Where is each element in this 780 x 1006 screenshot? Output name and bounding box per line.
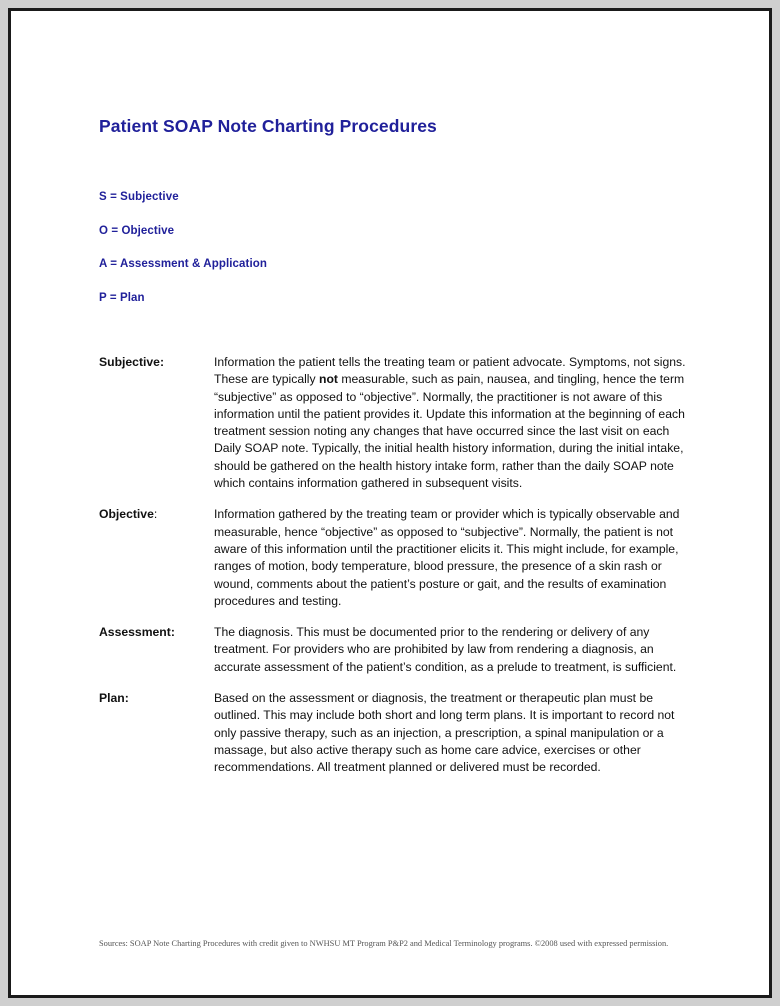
soap-definitions <box>99 354 699 791</box>
section-label-text: Assessment <box>99 625 171 640</box>
document-page <box>11 11 769 995</box>
section-body-objective <box>214 506 696 610</box>
body-part-pre: Information gathered by the treating team or provider which is typically observable and measurable, hence “objective” as opposed to “subjective”. Normally, the patient is not aware of this information until the practitioner elicits it. This might include, for example, ranges of motion, body temperature, blood pressure, the presence of a skin rash or wound, comments about the patient’s posture or gait, and the results of examination procedures and testing. <box>214 507 680 608</box>
body-part-pre: Information the patient tells the treating team or patient advocate. Symptoms, not signs. These are typically <box>214 355 686 387</box>
legend-item-objective: O = Objective <box>99 224 175 237</box>
section-label-assessment <box>99 624 214 641</box>
section-label-plan <box>99 690 214 707</box>
section-body-subjective <box>214 354 696 492</box>
page-title: Patient SOAP Note Charting Procedures <box>99 116 437 136</box>
section-label-text: Subjective <box>99 355 160 369</box>
section-label-colon: : <box>170 625 175 640</box>
section-body-plan <box>214 690 696 776</box>
section-assessment <box>99 624 699 676</box>
section-label-text: Plan <box>99 691 125 706</box>
body-part-emphasis: not <box>319 372 338 387</box>
section-label-subjective <box>99 354 214 371</box>
body-part-pre: The diagnosis. This must be documented prior to the rendering or delivery of any treatment. For providers who are prohibited by law from rendering a diagnosis, an accurate assessment of the patient’s condition, as a prelude to treatment, is sufficient. <box>214 625 677 674</box>
section-label-colon: : <box>124 691 129 706</box>
section-subjective <box>99 354 699 492</box>
sources-footnote: Sources: SOAP Note Charting Procedures with credit given to NWHSU MT Program P&P2 and Medical Terminology programs. ©2008 used with expressed permission. <box>99 939 669 948</box>
section-label-text: Objective <box>99 507 154 522</box>
section-label-colon: : <box>153 507 158 522</box>
section-label-colon: : <box>159 355 165 369</box>
section-plan <box>99 690 699 776</box>
section-body-assessment <box>214 624 696 676</box>
soap-legend <box>99 191 619 325</box>
section-objective <box>99 506 699 610</box>
legend-item-assessment: A = Assessment & Application <box>99 258 267 270</box>
body-part-pre: Based on the assessment or diagnosis, the treatment or therapeutic plan must be outlined. This may include both short and long term plans. It is important to record not only passive therapy, such as an injection, a prescription, a spinal manipulation or a massage, but also active therapy such as home care advice, exercises or other recommendations. All treatment planned or delivered must be recorded. <box>214 691 675 775</box>
document-sheet <box>8 8 772 998</box>
legend-item-plan: P = Plan <box>99 291 145 304</box>
section-label-objective <box>99 506 214 523</box>
body-part-post: measurable, such as pain, nausea, and tingling, hence the term “subjective” as opposed to “objective”. Normally, the practitioner is not aware of this information until the patient provides it. Update this information at the beginning of each treatment session noting any changes that have occurred since the last visit on each Daily SOAP note. Typically, the initial health history information, during the initial intake, should be gathered on the health history intake form, rather than the daily SOAP note which contains information gathered in subsequent visits. <box>214 372 685 491</box>
legend-item-subjective: S = Subjective <box>99 191 179 203</box>
